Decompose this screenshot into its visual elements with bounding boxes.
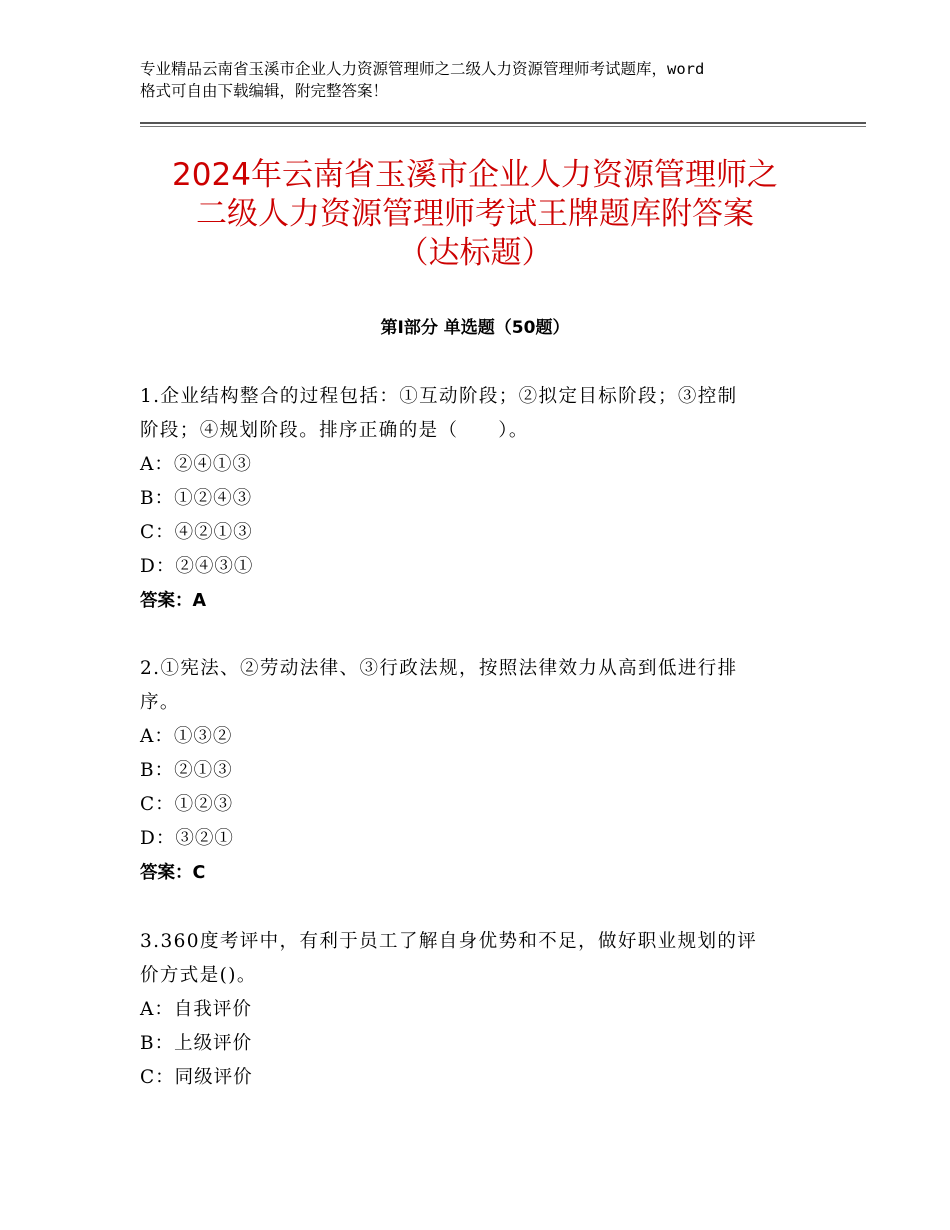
option-a: A：自我评价 [140,999,252,1020]
option-a: A：①③② [140,726,233,747]
option-c: C：①②③ [140,794,234,815]
option-b: B：①②④③ [140,488,253,509]
option-b: B：上级评价 [140,1033,253,1054]
option-d: D：③②① [140,828,234,849]
option-c: C：同级评价 [140,1067,253,1088]
question-block [140,925,820,1095]
title-line: 二级人力资源管理师考试王牌题库附答案 [196,196,754,232]
question-stem-line: 2.①宪法、②劳动法律、③行政法规，按照法律效力从高到低进行排 [140,658,738,679]
answer-line: 答案：C [140,863,206,883]
question-stem [140,925,820,993]
option-c: C：④②①③ [140,522,253,543]
header-note [140,58,830,102]
header-divider-thin [140,126,866,127]
question-stem-line: 阶段；④规划阶段。排序正确的是（ ）。 [140,420,529,441]
header-note-line: 格式可自由下载编辑，附完整答案！ [140,82,389,100]
question-stem-line: 1.企业结构整合的过程包括：①互动阶段；②拟定目标阶段；③控制 [140,386,738,407]
option-d: D：②④③① [140,556,254,577]
question-stem-line: 价方式是()。 [140,965,257,986]
question-stem-line: 3.360度考评中，有利于员工了解自身优势和不足，做好职业规划的评 [140,931,758,952]
header-note-line: 专业精品云南省玉溪市企业人力资源管理师之二级人力资源管理师考试题库，word [140,60,705,78]
question-stem-line: 序。 [140,692,180,713]
title-line: （达标题） [397,235,553,271]
question-block [140,380,820,618]
header-divider [140,122,866,124]
section-heading: 第Ⅰ部分 单选题（50题） [380,318,570,338]
document-title [100,156,850,273]
question-block [140,652,820,890]
option-b: B：②①③ [140,760,233,781]
question-stem [140,380,820,448]
answer-line: 答案：A [140,591,207,611]
option-a: A：②④①③ [140,454,252,475]
title-line: 2024年云南省玉溪市企业人力资源管理师之 [172,157,778,193]
question-stem [140,652,820,720]
